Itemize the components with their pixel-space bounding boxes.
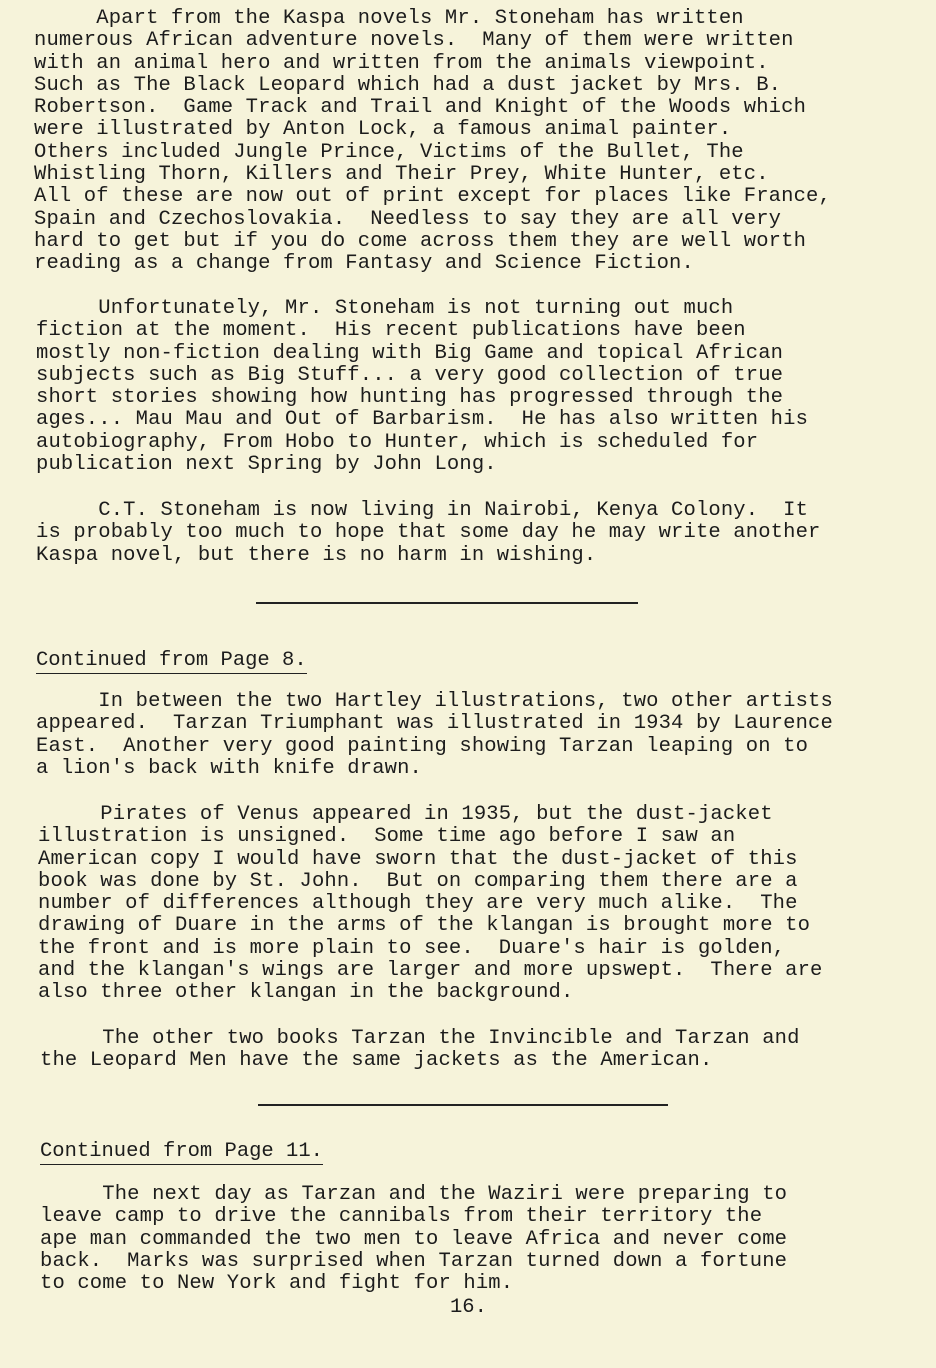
paragraph-stoneham-nairobi: C.T. Stoneham is now living in Nairobi, Kenya Colony. It is probably too much to hope that some day he may write another Kaspa novel, but there is no harm in wishing. <box>36 499 821 567</box>
paragraph-pirates-of-venus: Pirates of Venus appeared in 1935, but the dust-jacket illustration is unsigned. Some time ago before I saw an American copy I would have sworn that the dust-jacket of this book was done by St. John. But on comparing them there are a number of differences although they are very much alike. The drawing of Duare in the arms of the klangan is brought more to the front and is more plain to see. Duare's hair is golden, and the klangan's wings are larger and more upswept. There are also three other klangan in the background. <box>38 803 823 1005</box>
paragraph-stoneham-nonfiction: Unfortunately, Mr. Stoneham is not turning out much fiction at the moment. His recent publications have been mostly non-fiction dealing with Big Game and topical African subjects such as Big Stuff... a very good collection of true short stories showing how hunting has progressed through the ages... Mau Mau and Out of Barbarism. He has also written his autobiography, From Hobo to Hunter, which is scheduled for publication next Spring by John Long. <box>36 297 809 477</box>
paragraph-next-day-tarzan: The next day as Tarzan and the Waziri were preparing to leave camp to drive the cannibals from their territory the ape man commanded the two men to leave Africa and never come back. Marks was surprised when Tarzan turned down a fortune to come to New York and fight for him. <box>40 1183 788 1296</box>
divider-rule <box>256 602 638 604</box>
paragraph-other-two-books: The other two books Tarzan the Invincible and Tarzan and the Leopard Men have the same jackets as the American. <box>40 1027 800 1073</box>
heading-continued-page-11: Continued from Page 11. <box>40 1140 323 1163</box>
paragraph-stoneham-novels: Apart from the Kaspa novels Mr. Stoneham has written numerous African adventure novels. Many of them were written with an animal hero and written from the animals viewpoint. Such as The Black Leopard which had a dust jacket by Mrs. B. Robertson. Game Track and Trail and Knight of the Woods which were illustrated by Anton Lock, a famous animal painter. Others included Jungle Prince, Victims of the Bullet, The Whistling Thorn, Killers and Their Prey, White Hunter, etc. All of these are now out of print except for places like France, Spain and Czechoslovakia. Needless to say they are all very hard to get but if you do come across them they are well worth reading as a change from Fantasy and Science Fiction. <box>34 7 831 276</box>
heading-continued-page-8: Continued from Page 8. <box>36 649 307 672</box>
paragraph-hartley-illustrations: In between the two Hartley illustrations, two other artists appeared. Tarzan Triumphant was illustrated in 1934 by Laurence East. Another very good painting showing Tarzan leaping on to a lion's back with knife drawn. <box>36 690 833 780</box>
divider-rule-2 <box>258 1104 668 1106</box>
page-number: 16. <box>450 1296 487 1319</box>
